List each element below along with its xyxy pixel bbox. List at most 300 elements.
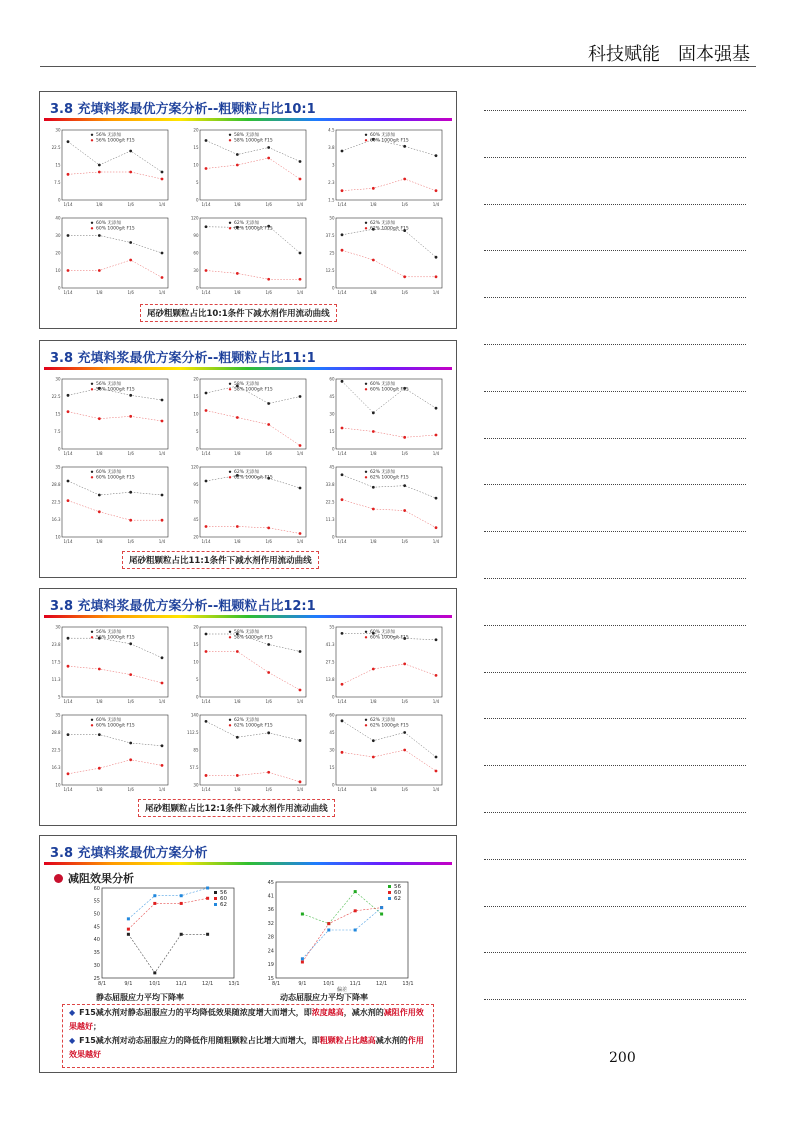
x-tick-label: 1/4 bbox=[432, 539, 440, 544]
y-tick-label: 50 bbox=[93, 911, 100, 918]
data-point bbox=[341, 632, 344, 635]
data-point bbox=[372, 508, 375, 511]
slide-title: 3.8 充填料浆最优方案分析--粗颗粒占比12:1 bbox=[50, 599, 316, 614]
y-tick-label: 120 bbox=[190, 464, 199, 470]
slide-caption: 尾砂粗颗粒占比12:1条件下减水剂作用流动曲线 bbox=[138, 799, 335, 817]
data-point bbox=[299, 650, 302, 653]
y-tick-label: 10 bbox=[55, 782, 61, 788]
subplot-svg bbox=[322, 214, 446, 300]
legend-entry: 56% 无添加 bbox=[96, 630, 121, 635]
note-line bbox=[484, 672, 746, 673]
subplot bbox=[322, 126, 446, 212]
data-point bbox=[372, 486, 375, 489]
data-point bbox=[153, 971, 156, 974]
data-point bbox=[129, 259, 132, 262]
data-point bbox=[129, 491, 132, 494]
y-tick-label: 5 bbox=[195, 179, 199, 185]
x-tick-label: 1/6 bbox=[401, 451, 408, 456]
y-tick-label: 23.8 bbox=[51, 641, 61, 647]
x-tick-label: 1/6 bbox=[401, 202, 408, 207]
data-point bbox=[299, 252, 302, 255]
data-point bbox=[161, 276, 164, 279]
legend-entry: 62% 无添加 bbox=[234, 221, 259, 226]
x-tick-label: 1/8 bbox=[96, 202, 103, 207]
legend-marker bbox=[91, 636, 93, 638]
y-tick-label: 70 bbox=[193, 499, 199, 505]
data-point bbox=[341, 189, 344, 192]
data-point bbox=[301, 961, 304, 964]
y-tick-label: 30 bbox=[193, 267, 199, 273]
subplot-svg bbox=[322, 463, 446, 549]
note-line bbox=[484, 812, 746, 813]
x-tick-label: 1/4 bbox=[432, 699, 440, 704]
legend-entry: 56% 1000g/t F15 bbox=[96, 387, 135, 393]
x-tick-label: 1/4 bbox=[432, 787, 440, 792]
y-tick-label: 15 bbox=[329, 428, 335, 434]
data-point bbox=[341, 249, 344, 252]
y-tick-label: 7.5 bbox=[54, 428, 61, 434]
data-point bbox=[205, 167, 208, 170]
data-point bbox=[403, 178, 406, 181]
legend-entry: 56 bbox=[394, 884, 401, 890]
legend-entry: 60% 无添加 bbox=[370, 630, 395, 635]
x-tick-label: 10/1 bbox=[149, 981, 161, 987]
y-tick-label: 35 bbox=[93, 950, 100, 957]
y-tick-label: 0 bbox=[195, 285, 199, 291]
subplot bbox=[48, 463, 172, 549]
legend-marker bbox=[91, 227, 93, 229]
data-point bbox=[161, 744, 164, 747]
subplot-svg bbox=[48, 463, 172, 549]
data-point bbox=[98, 164, 101, 167]
data-point bbox=[267, 731, 270, 734]
y-tick-label: 15 bbox=[267, 975, 274, 982]
data-point bbox=[341, 380, 344, 383]
dynamic-chart-label: 动态屈服应力平均下降率 bbox=[280, 993, 368, 1002]
plot-frame bbox=[102, 888, 234, 978]
y-tick-label: 15 bbox=[55, 162, 61, 168]
data-point bbox=[67, 499, 70, 502]
x-tick-label: 12/1 bbox=[201, 981, 214, 987]
rainbow-divider bbox=[44, 118, 452, 121]
diamond-icon: ◆ bbox=[69, 1036, 76, 1045]
y-tick-label: 30 bbox=[55, 232, 61, 238]
x-tick-label: 10/1 bbox=[323, 981, 335, 987]
data-point bbox=[205, 774, 208, 777]
y-tick-label: 85 bbox=[193, 747, 199, 753]
data-point bbox=[435, 770, 438, 773]
y-tick-label: 16.3 bbox=[51, 516, 61, 522]
x-tick-label: 1/4 bbox=[158, 539, 166, 544]
x-tick-label: 1/6 bbox=[127, 539, 134, 544]
data-point bbox=[435, 497, 438, 500]
subplot-svg bbox=[48, 375, 172, 461]
legend-entry: 62% 1000g/t F15 bbox=[234, 723, 273, 729]
data-point bbox=[341, 751, 344, 754]
data-point bbox=[129, 758, 132, 761]
x-tick-label: 8/1 bbox=[97, 981, 107, 987]
data-point bbox=[98, 668, 101, 671]
x-tick-label: 1/4 bbox=[296, 699, 304, 704]
x-tick-label: 1/4 bbox=[158, 787, 166, 792]
data-point bbox=[205, 480, 208, 483]
legend-entry: 60 bbox=[220, 896, 227, 902]
data-point bbox=[267, 157, 270, 160]
data-point bbox=[236, 272, 239, 275]
data-point bbox=[403, 145, 406, 148]
legend-entry: 62 bbox=[394, 896, 401, 902]
data-point bbox=[372, 756, 375, 759]
data-point bbox=[98, 417, 101, 420]
data-point bbox=[153, 894, 156, 897]
data-point bbox=[205, 392, 208, 395]
legend-marker bbox=[365, 134, 367, 136]
y-tick-label: 10 bbox=[193, 411, 199, 417]
data-point bbox=[129, 642, 132, 645]
subplot-svg bbox=[48, 711, 172, 797]
legend-marker bbox=[229, 139, 231, 141]
x-tick-label: 1/6 bbox=[401, 787, 408, 792]
data-point bbox=[129, 171, 132, 174]
x-tick-label: 1/14 bbox=[63, 539, 73, 544]
subplot-svg bbox=[322, 375, 446, 461]
x-tick-label: 1/4 bbox=[158, 451, 166, 456]
data-point bbox=[127, 928, 130, 931]
data-point bbox=[98, 510, 101, 513]
data-point bbox=[206, 887, 209, 890]
legend-entry: 56% 无添加 bbox=[96, 382, 121, 387]
x-tick-label: 1/14 bbox=[337, 699, 347, 704]
y-tick-label: 22.5 bbox=[51, 393, 61, 399]
data-point bbox=[327, 929, 330, 932]
y-tick-label: 60 bbox=[93, 885, 100, 892]
diamond-icon: ◆ bbox=[69, 1008, 76, 1017]
subplot bbox=[322, 375, 446, 461]
subplot-svg bbox=[322, 126, 446, 212]
y-tick-label: 3.8 bbox=[328, 144, 335, 150]
data-point bbox=[205, 225, 208, 228]
y-tick-label: 45 bbox=[329, 729, 335, 735]
x-tick-label: 1/8 bbox=[234, 290, 241, 295]
y-tick-label: 22.5 bbox=[325, 499, 335, 505]
y-tick-label: 0 bbox=[331, 782, 335, 788]
x-tick-label: 1/14 bbox=[337, 451, 347, 456]
data-point bbox=[129, 415, 132, 418]
data-point bbox=[67, 772, 70, 775]
legend-marker bbox=[229, 383, 231, 385]
y-tick-label: 140 bbox=[190, 712, 199, 718]
data-point bbox=[341, 427, 344, 430]
note-line bbox=[484, 250, 746, 251]
legend-marker bbox=[229, 222, 231, 224]
legend-marker bbox=[229, 388, 231, 390]
data-point bbox=[301, 913, 304, 916]
x-tick-label: 1/14 bbox=[63, 787, 73, 792]
x-tick-label: 1/14 bbox=[337, 787, 347, 792]
note-line bbox=[484, 157, 746, 158]
data-point bbox=[67, 269, 70, 272]
data-point bbox=[236, 736, 239, 739]
data-point bbox=[236, 774, 239, 777]
data-point bbox=[161, 171, 164, 174]
data-point bbox=[403, 663, 406, 666]
subplot bbox=[48, 214, 172, 300]
legend-entry: 60% 无添加 bbox=[96, 470, 121, 475]
y-tick-label: 24 bbox=[267, 948, 274, 955]
data-point bbox=[205, 525, 208, 528]
data-point bbox=[435, 189, 438, 192]
data-point bbox=[267, 643, 270, 646]
data-point bbox=[67, 394, 70, 397]
y-tick-label: 30 bbox=[55, 127, 61, 133]
static-yield-chart bbox=[80, 882, 240, 992]
data-point bbox=[299, 532, 302, 535]
y-tick-label: 35 bbox=[55, 464, 61, 470]
y-tick-label: 10 bbox=[55, 267, 61, 273]
y-tick-label: 0 bbox=[195, 197, 199, 203]
data-point bbox=[301, 957, 304, 960]
data-point bbox=[236, 164, 239, 167]
x-tick-label: 1/8 bbox=[370, 451, 377, 456]
y-tick-label: 41.3 bbox=[325, 641, 335, 647]
data-point bbox=[161, 420, 164, 423]
legend-marker bbox=[229, 471, 231, 473]
y-tick-label: 5 bbox=[195, 676, 199, 682]
subplot bbox=[186, 463, 310, 549]
legend-entry: 60% 1000g/t F15 bbox=[370, 138, 409, 144]
legend-marker bbox=[365, 724, 367, 726]
y-tick-label: 0 bbox=[331, 446, 335, 452]
x-tick-label: 1/8 bbox=[370, 202, 377, 207]
subplot-svg bbox=[48, 126, 172, 212]
page-number: 200 bbox=[609, 1050, 636, 1066]
y-tick-label: 55 bbox=[93, 898, 100, 905]
note-lines bbox=[484, 110, 746, 1046]
y-tick-label: 22.5 bbox=[51, 499, 61, 505]
data-point bbox=[354, 890, 357, 893]
y-tick-label: 1.5 bbox=[328, 197, 335, 203]
data-point bbox=[205, 720, 208, 723]
data-point bbox=[341, 233, 344, 236]
x-tick-label: 1/8 bbox=[234, 202, 241, 207]
x-tick-label: 1/4 bbox=[158, 202, 166, 207]
slide-2 bbox=[39, 340, 457, 578]
note-line bbox=[484, 999, 746, 1000]
data-point bbox=[435, 526, 438, 529]
rainbow-divider bbox=[44, 367, 452, 370]
x-tick-label: 1/8 bbox=[234, 451, 241, 456]
note-line bbox=[484, 204, 746, 205]
data-point bbox=[354, 909, 357, 912]
x-tick-label: 1/4 bbox=[158, 290, 166, 295]
data-point bbox=[435, 256, 438, 259]
legend-entry: 60 bbox=[394, 890, 401, 896]
legend-marker bbox=[229, 631, 231, 633]
data-point bbox=[129, 394, 132, 397]
subplot bbox=[322, 214, 446, 300]
x-tick-label: 9/1 bbox=[298, 981, 307, 987]
data-point bbox=[161, 399, 164, 402]
x-tick-label: 1/6 bbox=[127, 451, 134, 456]
note-line bbox=[484, 297, 746, 298]
subplot bbox=[322, 463, 446, 549]
data-point bbox=[206, 933, 209, 936]
subplot bbox=[322, 711, 446, 797]
y-tick-label: 25 bbox=[329, 250, 335, 256]
legend-marker bbox=[229, 719, 231, 721]
note-line bbox=[484, 391, 746, 392]
y-tick-label: 30 bbox=[55, 624, 61, 630]
legend-marker bbox=[214, 891, 217, 894]
data-point bbox=[299, 487, 302, 490]
section-heading: 减阻效果分析 bbox=[54, 870, 134, 886]
y-tick-label: 50 bbox=[329, 215, 335, 221]
legend-entry: 56% 无添加 bbox=[96, 133, 121, 138]
subplot bbox=[186, 623, 310, 709]
data-point bbox=[403, 749, 406, 752]
x-tick-label: 1/6 bbox=[401, 290, 408, 295]
x-tick-label: 1/14 bbox=[337, 290, 347, 295]
legend-entry: 60% 无添加 bbox=[370, 382, 395, 387]
subplot bbox=[48, 711, 172, 797]
data-point bbox=[129, 519, 132, 522]
data-point bbox=[129, 241, 132, 244]
data-point bbox=[67, 480, 70, 483]
legend-marker bbox=[229, 636, 231, 638]
legend-entry: 60% 1000g/t F15 bbox=[96, 475, 135, 481]
data-point bbox=[354, 929, 357, 932]
subplot-svg bbox=[186, 711, 310, 797]
data-point bbox=[98, 733, 101, 736]
x-tick-label: 1/4 bbox=[296, 451, 304, 456]
y-tick-label: 45 bbox=[329, 464, 335, 470]
x-tick-label: 1/6 bbox=[127, 202, 134, 207]
data-point bbox=[372, 187, 375, 190]
subplot-svg bbox=[186, 126, 310, 212]
legend-entry: 62% 1000g/t F15 bbox=[370, 475, 409, 481]
y-tick-label: 28.8 bbox=[51, 729, 61, 735]
data-point bbox=[435, 434, 438, 437]
data-point bbox=[205, 650, 208, 653]
legend-entry: 60% 无添加 bbox=[96, 221, 121, 226]
data-point bbox=[435, 407, 438, 410]
x-tick-label: 8/1 bbox=[271, 981, 281, 987]
x-tick-label: 1/8 bbox=[96, 787, 103, 792]
y-tick-label: 57.5 bbox=[189, 764, 199, 770]
legend-marker bbox=[91, 388, 93, 390]
x-tick-label: 1/14 bbox=[201, 699, 211, 704]
y-tick-label: 60 bbox=[329, 712, 335, 718]
data-point bbox=[341, 683, 344, 686]
data-point bbox=[161, 682, 164, 685]
x-tick-label: 1/8 bbox=[96, 451, 103, 456]
legend-entry: 62% 无添加 bbox=[370, 221, 395, 226]
data-point bbox=[380, 906, 383, 909]
legend-entry: 62% 无添加 bbox=[370, 718, 395, 723]
x-tick-label: 1/4 bbox=[432, 290, 440, 295]
x-tick-label: 1/6 bbox=[401, 539, 408, 544]
x-tick-label: 1/8 bbox=[370, 539, 377, 544]
y-tick-label: 25 bbox=[93, 975, 100, 982]
data-point bbox=[435, 674, 438, 677]
y-tick-label: 55 bbox=[329, 624, 335, 630]
legend-entry: 60% 无添加 bbox=[96, 718, 121, 723]
data-point bbox=[327, 922, 330, 925]
data-point bbox=[67, 140, 70, 143]
legend-marker bbox=[365, 388, 367, 390]
data-point bbox=[380, 913, 383, 916]
slide-4 bbox=[39, 835, 457, 1073]
data-point bbox=[236, 525, 239, 528]
x-tick-label: 1/6 bbox=[265, 290, 272, 295]
x-tick-label: 13/1 bbox=[228, 981, 240, 987]
legend-entry: 62% 1000g/t F15 bbox=[370, 226, 409, 232]
legend-marker bbox=[91, 476, 93, 478]
subplot bbox=[48, 126, 172, 212]
y-tick-label: 36 bbox=[267, 907, 274, 914]
y-tick-label: 0 bbox=[331, 285, 335, 291]
data-point bbox=[341, 719, 344, 722]
data-point bbox=[161, 764, 164, 767]
x-tick-label: 1/14 bbox=[201, 202, 211, 207]
x-tick-label: 1/14 bbox=[63, 202, 73, 207]
legend-entry: 62% 1000g/t F15 bbox=[234, 226, 273, 232]
legend-marker bbox=[91, 222, 93, 224]
x-tick-label: 1/8 bbox=[234, 699, 241, 704]
legend-entry: 60% 1000g/t F15 bbox=[96, 226, 135, 232]
legend-entry: 62% 无添加 bbox=[234, 718, 259, 723]
legend-marker bbox=[365, 227, 367, 229]
data-point bbox=[98, 767, 101, 770]
x-tick-label: 1/6 bbox=[265, 699, 272, 704]
data-point bbox=[129, 673, 132, 676]
legend-marker bbox=[91, 471, 93, 473]
legend-marker bbox=[91, 134, 93, 136]
data-point bbox=[299, 780, 302, 783]
data-point bbox=[372, 430, 375, 433]
note-line bbox=[484, 906, 746, 907]
legend-marker bbox=[229, 134, 231, 136]
data-point bbox=[67, 410, 70, 413]
slide-1 bbox=[39, 91, 457, 329]
subplot bbox=[48, 375, 172, 461]
x-tick-label: 1/14 bbox=[337, 539, 347, 544]
data-point bbox=[236, 153, 239, 156]
y-tick-label: 15 bbox=[55, 411, 61, 417]
data-point bbox=[180, 933, 183, 936]
data-point bbox=[236, 650, 239, 653]
data-point bbox=[403, 484, 406, 487]
y-tick-label: 30 bbox=[193, 782, 199, 788]
x-tick-label: 1/6 bbox=[265, 451, 272, 456]
data-point bbox=[205, 139, 208, 142]
y-tick-label: 16.3 bbox=[51, 764, 61, 770]
note-line bbox=[484, 765, 746, 766]
note-line bbox=[484, 438, 746, 439]
legend-marker bbox=[91, 139, 93, 141]
y-tick-label: 15 bbox=[193, 144, 199, 150]
y-tick-label: 13.8 bbox=[325, 676, 335, 682]
y-tick-label: 95 bbox=[193, 481, 199, 487]
legend-entry: 58% 无添加 bbox=[234, 630, 259, 635]
x-tick-label: 1/6 bbox=[127, 787, 134, 792]
data-point bbox=[299, 689, 302, 692]
subplot-svg bbox=[322, 711, 446, 797]
y-tick-label: 15 bbox=[329, 764, 335, 770]
data-point bbox=[435, 756, 438, 759]
legend-entry: 56 bbox=[220, 890, 227, 896]
legend-marker bbox=[388, 885, 391, 888]
